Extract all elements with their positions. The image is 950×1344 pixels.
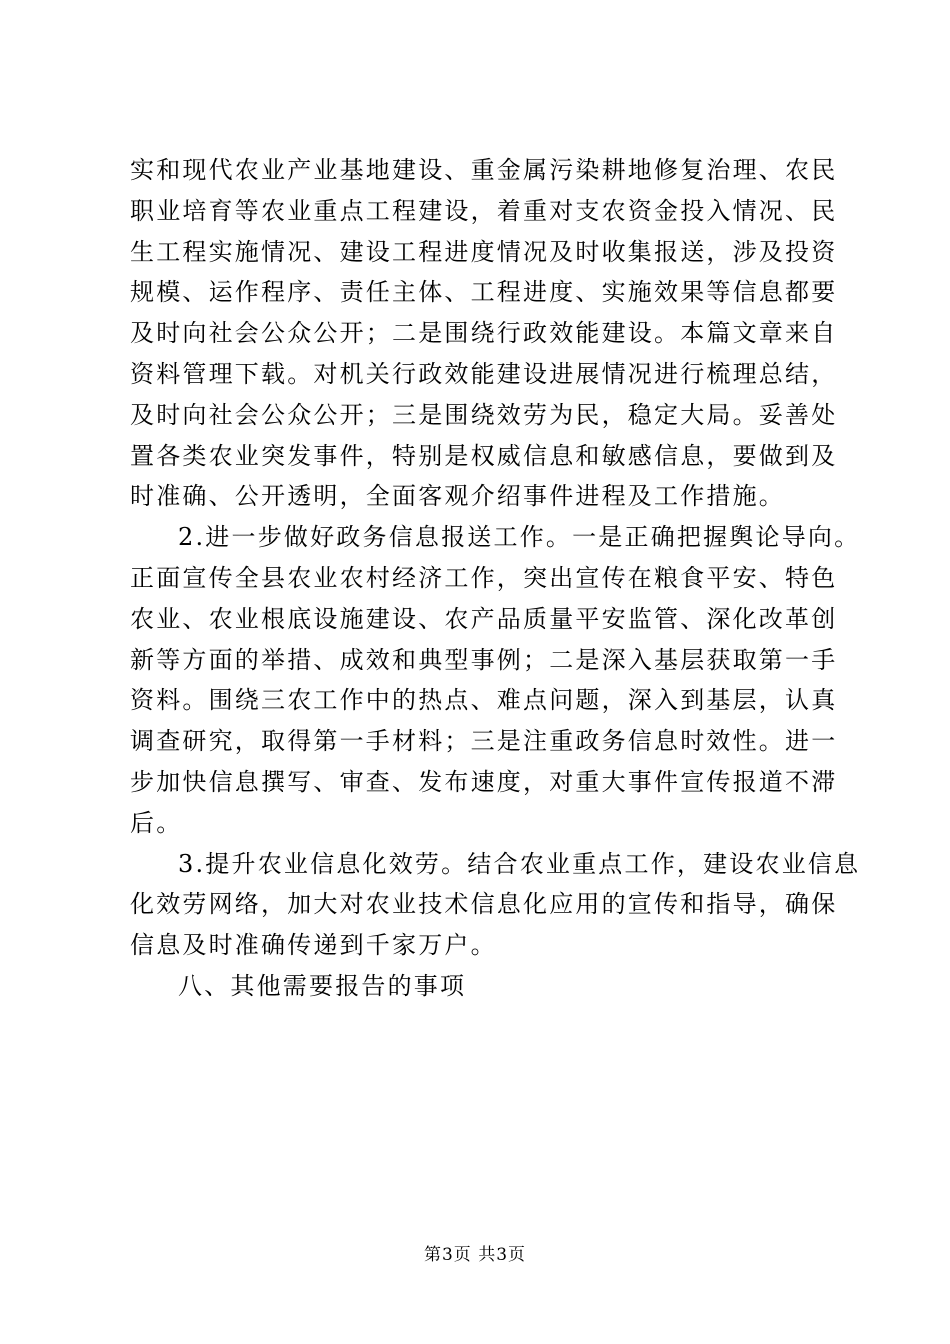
text-line: 职业培育等农业重点工程建设，着重对支农资金投入情况、民	[130, 196, 838, 225]
text-line: 正面宣传全县农业农村经济工作，突出宣传在粮食平安、特色	[130, 563, 838, 592]
text-line: 时准确、公开透明，全面客观介绍事件进程及工作措施。	[130, 482, 785, 511]
document-body	[130, 150, 861, 1007]
text-line: 3.提升农业信息化效劳。结合农业重点工作，建设农业信息	[178, 849, 861, 878]
text-line: 及时向社会公众公开；三是围绕效劳为民，稳定大局。妥善处	[130, 400, 838, 429]
text-line: 及时向社会公众公开；二是围绕行政效能建设。本篇文章来自	[130, 319, 838, 348]
text-line: 规模、运作程序、责任主体、工程进度、实施效果等信息都要	[130, 278, 838, 307]
page-footer: 第3页 共3页	[423, 1245, 527, 1265]
text-line: 生工程实施情况、建设工程进度情况及时收集报送，涉及投资	[130, 237, 838, 266]
text-line: 调查研究，取得第一手材料；三是注重政务信息时效性。进一	[130, 727, 838, 756]
text-line: 2.进一步做好政务信息报送工作。一是正确把握舆论导向。	[178, 523, 861, 552]
text-line: 实和现代农业产业基地建设、重金属污染耕地修复治理、农民	[130, 156, 838, 184]
text-line: 八、其他需要报告的事项	[178, 971, 467, 1000]
text-line: 信息及时准确传递到千家万户。	[130, 931, 497, 960]
text-line: 资料。围绕三农工作中的热点、难点问题，深入到基层，认真	[130, 686, 838, 715]
text-line: 置各类农业突发事件，特别是权威信息和敏感信息，要做到及	[130, 441, 838, 470]
text-line: 新等方面的举措、成效和典型事例；二是深入基层获取第一手	[130, 645, 838, 674]
text-line: 化效劳网络，加大对农业技术信息化应用的宣传和指导，确保	[130, 890, 838, 919]
text-line: 步加快信息撰写、审查、发布速度，对重大事件宣传报道不滞	[130, 767, 838, 796]
text-line: 后。	[130, 808, 183, 837]
text-line: 资料管理下载。对机关行政效能建设进展情况进行梳理总结，	[130, 359, 838, 388]
text-line: 农业、农业根底设施建设、农产品质量平安监管、深化改革创	[130, 604, 838, 633]
